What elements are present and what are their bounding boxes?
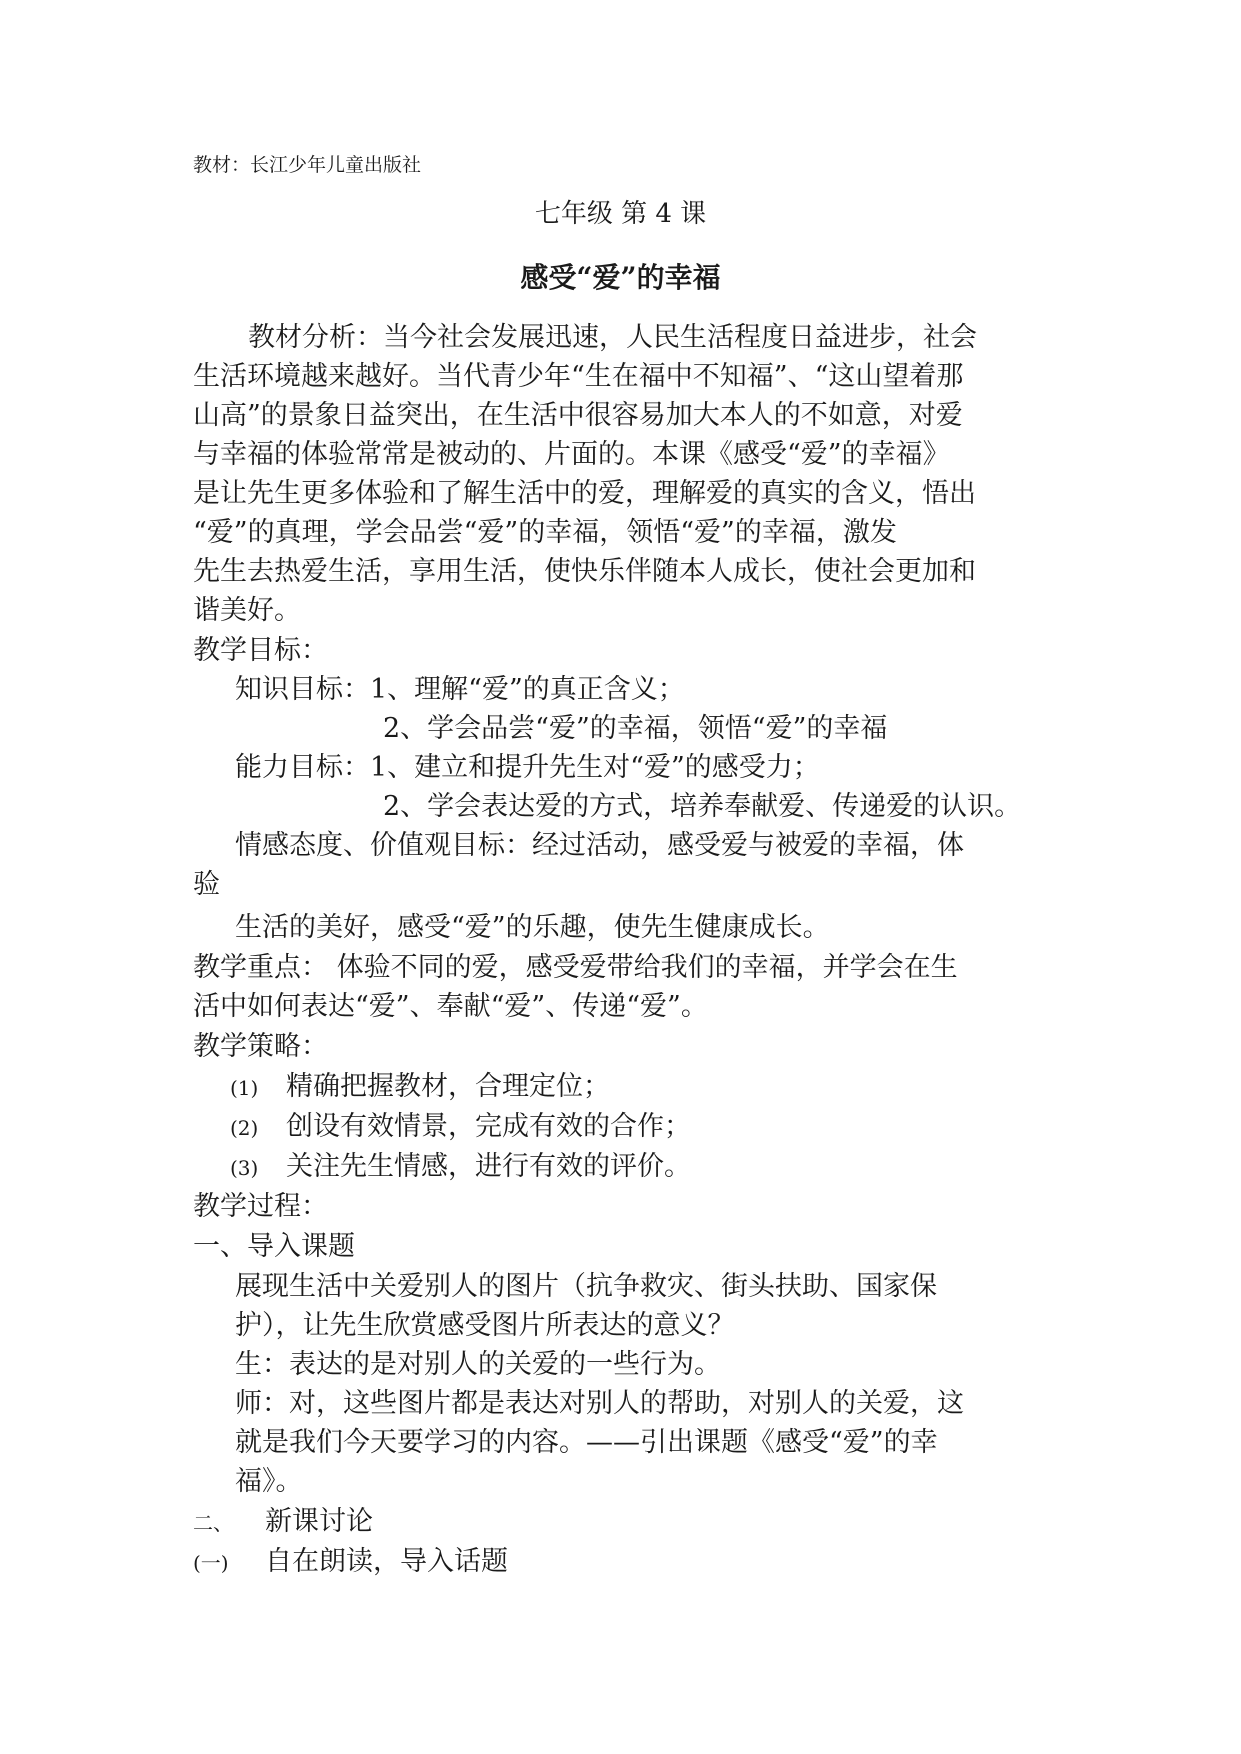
process-heading: 教学过程： [193,1191,328,1222]
ability-objective-1: 能力目标：1、建立和提升先生对“爱”的感受力； [235,752,820,783]
strategies-heading: 教学策略： [193,1031,328,1062]
strategy-text: 精确把握教材，合理定位； [286,1071,610,1102]
knowledge-objective-2: 2、学会品尝“爱”的幸福，领悟“爱”的幸福 [383,713,888,744]
key-points-line: 教学重点： 体验不同的爱，感受爱带给我们的幸福，并学会在生 [193,952,958,983]
subsection-heading [193,1542,508,1583]
analysis-line: 是让先生更多体验和了解生活中的爱，理解爱的真实的含义，悟出 [193,478,976,509]
analysis-line: 谐美好。 [193,595,301,626]
subsection-text: 自在朗读，导入话题 [265,1546,508,1577]
analysis-line: 生活环境越来越好。当代青少年“生在福中不知福”、“这山望着那 [193,361,964,392]
lesson-title: 感受“爱”的幸福 [520,261,721,294]
publisher-line: 教材：长江少年儿童出版社 [193,154,422,176]
emotion-objective-2: 验 [193,869,220,900]
strategy-number: (3) [230,1156,259,1180]
intro-line: 师：对，这些图片都是表达对别人的帮助，对别人的关爱，这 [235,1388,964,1419]
intro-line: 福》。 [235,1466,303,1497]
subsection-number: (一) [193,1551,229,1575]
analysis-line: 与幸福的体验常常是被动的、片面的。本课《感受“爱”的幸福》 [193,439,950,470]
section-text: 新课讨论 [265,1506,373,1537]
strategy-number: (1) [230,1076,259,1100]
strategy-text: 关注先生情感，进行有效的评价。 [286,1151,691,1182]
intro-line: 生：表达的是对别人的关爱的一些行为。 [235,1349,721,1380]
objectives-heading: 教学目标： [193,635,328,666]
emotion-objective-1: 情感态度、价值观目标：经过活动，感受爱与被爱的幸福，体 [235,830,964,861]
strategy-number: (2) [230,1116,259,1140]
grade-lesson-text: 七年级 第 4 课 [534,199,707,229]
strategy-item [230,1107,691,1148]
analysis-line: 先生去热爱生活，享用生活，使快乐伴随本人成长，使社会更加和 [193,556,976,587]
intro-line: 护），让先生欣赏感受图片所表达的意义？ [235,1310,735,1341]
section-heading-intro: 一、导入课题 [193,1231,355,1262]
knowledge-objective-1: 知识目标：1、理解“爱”的真正含义； [235,674,685,705]
analysis-line: 教材分析：当今社会发展迅速，人民生活程度日益进步，社会 [248,322,977,353]
analysis-line: 山高”的景象日益突出，在生活中很容易加大本人的不如意，对爱 [193,400,963,431]
grade-lesson [0,196,1241,232]
section-number: 二、 [193,1511,233,1535]
strategy-item [230,1067,610,1108]
key-points-line: 活中如何表达“爱”、奉献“爱”、传递“爱”。 [193,991,708,1022]
analysis-line: “爱”的真理，学会品尝“爱”的幸福，领悟“爱”的幸福，激发 [193,517,897,548]
intro-line: 展现生活中关爱别人的图片（抗争救灾、街头扶助、国家保 [235,1271,937,1302]
emotion-objective-3: 生活的美好，感受“爱”的乐趣，使先生健康成长。 [235,912,830,943]
ability-objective-2: 2、学会表达爱的方式，培养奉献爱、传递爱的认识。 [383,791,1022,822]
section-heading-new-lesson [193,1502,373,1543]
intro-line: 就是我们今天要学习的内容。——引出课题《感受“爱”的幸 [235,1427,938,1458]
strategy-text: 创设有效情景，完成有效的合作； [286,1111,691,1142]
strategy-item [230,1147,691,1188]
